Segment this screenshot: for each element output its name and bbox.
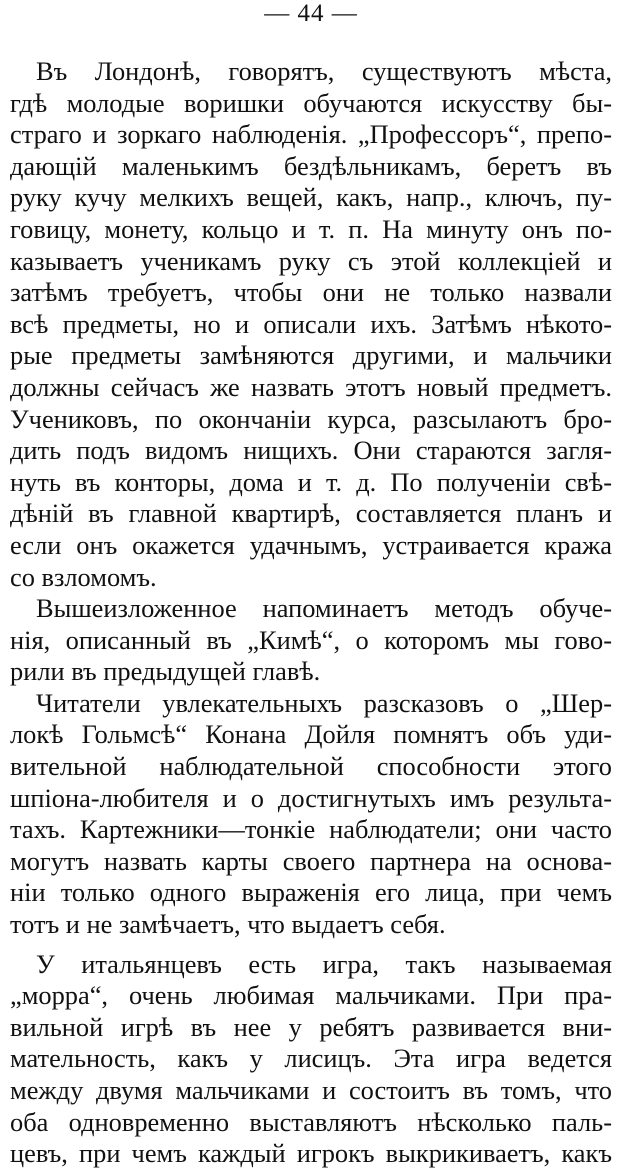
text-line: тотъ и не замѣчаетъ, что выдаетъ себя. [10,909,446,940]
text-line: рые предметы замѣняются другими, и мальчики [10,340,612,371]
paragraph-2 [10,593,612,688]
text-line: затѣмъ требуетъ, чтобы они не только назвали [10,277,612,308]
text-line: локѣ Гольмсѣ“ Конана Дойля помнятъ объ уди- [10,719,612,750]
text-line: гдѣ молодые воришки обучаются искусству бы- [10,87,612,118]
text-line: Вышеизложенное напоминаетъ методъ обуче- [36,593,612,624]
text-line: У итальянцевъ есть игра, такъ называемая [36,948,612,979]
paragraph-3 [10,688,612,941]
text-line: Въ Лондонѣ, говорятъ, существуютъ мѣста, [36,56,612,86]
text-line: со взломомъ. [10,561,157,592]
text-line: ніи только одного выраженія его лица, при чемъ [10,877,612,908]
text-line: оба одновременно выставляютъ нѣсколько паль- [10,1106,612,1137]
text-line: между двумя мальчиками и состоитъ въ томъ, что [10,1075,612,1105]
text-line: Читатели увлекательныхъ разсказовъ о „Шер- [36,687,612,718]
text-line: если онъ окажется удачнымъ, устраивается кража [10,529,612,560]
text-line: Учениковъ, по окончаніи курса, разсылаютъ бро- [10,403,612,434]
text-line: вильной игрѣ въ нее у ребятъ развивается вни- [10,1011,612,1042]
text-line: дить подъ видомъ нищихъ. Они стараются загля- [10,435,612,466]
text-line: шпіона-любителя и о достигнутыхъ имъ результа- [10,782,612,813]
text-line: рили въ предыдущей главѣ. [10,656,321,687]
text-line: мательность, какъ у лисицъ. Эта игра ведется [10,1043,612,1074]
paragraph-1 [10,56,612,593]
page-number: — 44 — [264,0,358,27]
text-line: казываетъ ученикамъ руку съ этой коллекціей и [10,245,612,276]
text-line: всѣ предметы, но и описали ихъ. Затѣмъ нѣкото- [10,308,612,339]
text-line: дѣній въ главной квартирѣ, составляется планъ и [10,498,612,529]
text-line: могутъ назвать карты своего партнера на основа- [10,845,612,876]
text-line: нія, описанный въ „Кимѣ“, о которомъ мы гово- [10,624,612,655]
paragraph-4 [10,949,612,1170]
text-line: нуть въ конторы, дома и т. д. По полученіи свѣ- [10,466,612,497]
text-line: вительной наблюдательной способности этого [10,751,612,782]
text-line: дающій маленькимъ бездѣльникамъ, беретъ въ [10,150,612,181]
text-line: цевъ, при чемъ каждый игрокъ выкрикиваетъ, какъ [10,1138,612,1169]
text-line: должны сейчасъ же назвать этотъ новый предметъ. [10,371,612,402]
text-line: тахъ. Картежники—тонкіе наблюдатели; они часто [10,814,612,845]
text-line: говицу, монету, кольцо и т. п. На минуту онъ по- [10,213,612,244]
text-line: руку кучу мелкихъ вещей, какъ, напр., ключъ, пу- [10,182,612,213]
text-line: страго и зоркаго наблюденія. „Профессоръ“, препо- [10,119,612,150]
text-line: „морра“, очень любимая мальчиками. При пра- [10,980,612,1011]
